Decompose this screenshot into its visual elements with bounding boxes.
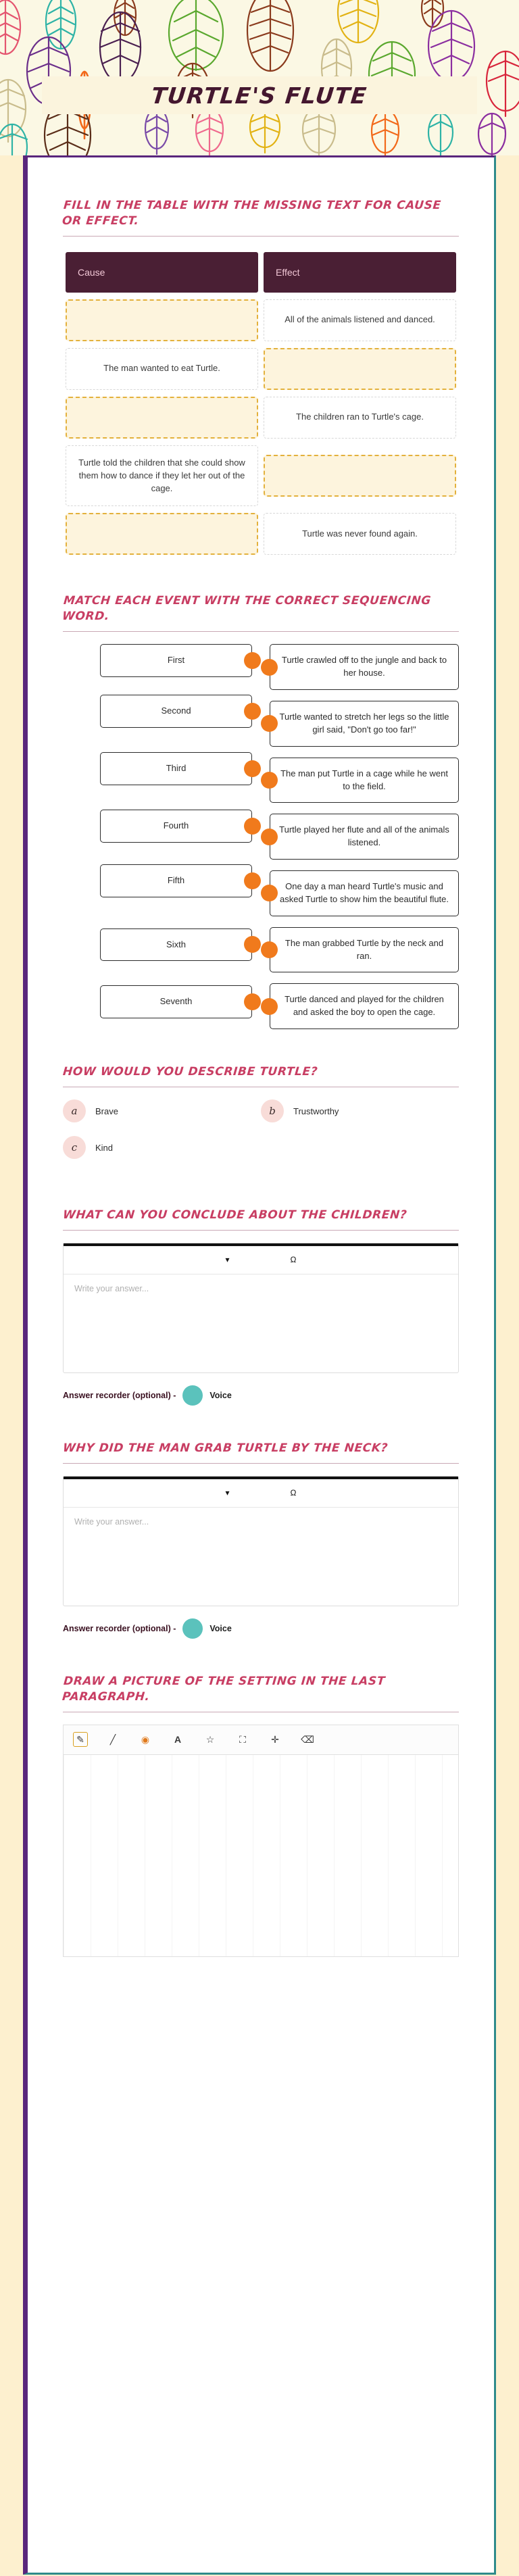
page-header: [0, 0, 519, 155]
match-item[interactable]: [261, 758, 459, 803]
question-heading: DRAW A PICTURE OF THE SETTING IN THE LAST PARAGRAPH.: [61, 1674, 386, 1704]
table-header-row: [63, 249, 459, 296]
event-text: Turtle danced and played for the children and asked the boy to open the cage.: [270, 983, 459, 1029]
table-row: [63, 393, 459, 442]
match-item[interactable]: [100, 695, 261, 728]
question-heading: WHY DID THE MAN GRAB TURTLE BY THE NECK?: [62, 1441, 389, 1455]
match-item[interactable]: [261, 644, 459, 690]
answer-editor: [63, 1243, 459, 1373]
choice-letter: a: [63, 1099, 86, 1122]
table-row: [63, 345, 459, 393]
cause-blank-input[interactable]: [66, 299, 258, 341]
sequence-word: Fifth: [100, 864, 252, 897]
sequence-word: Third: [100, 752, 252, 785]
drawing-canvas[interactable]: [63, 1754, 459, 1957]
matching-activity: [63, 644, 459, 1029]
section-conclude-children: [63, 1208, 459, 1406]
effect-blank-input[interactable]: [264, 455, 456, 497]
drawing-toolbar: [63, 1725, 459, 1754]
choice-letter: b: [261, 1099, 284, 1122]
text-icon[interactable]: A: [174, 1734, 182, 1745]
cause-effect-table: [63, 249, 459, 559]
match-item[interactable]: [261, 814, 459, 860]
effect-text: The children ran to Turtle's cage.: [264, 397, 456, 439]
voice-label: Voice: [209, 1390, 232, 1400]
answer-textarea[interactable]: Write your answer...: [74, 1516, 149, 1527]
microphone-icon[interactable]: [182, 1618, 203, 1639]
cause-blank-input[interactable]: [66, 513, 258, 555]
trash-icon[interactable]: ⌫: [301, 1733, 314, 1745]
match-item[interactable]: [100, 644, 261, 677]
event-text: Turtle played her flute and all of the animals listened.: [270, 814, 459, 860]
connector-dot[interactable]: [261, 998, 278, 1015]
sequence-word: Seventh: [100, 985, 252, 1018]
choice-label: Trustworthy: [293, 1106, 339, 1116]
event-text: The man put Turtle in a cage while he went to the field.: [270, 758, 459, 803]
connector-dot[interactable]: [244, 703, 261, 720]
section-sequencing: [63, 593, 459, 1029]
event-text: Turtle crawled off to the jungle and back to her house.: [270, 644, 459, 690]
match-item[interactable]: [261, 927, 459, 973]
event-text: Turtle wanted to stretch her legs so the little girl said, "Don't go too far!": [270, 701, 459, 747]
table-row: [63, 442, 459, 510]
answer-recorder: [63, 1618, 459, 1639]
connector-dot[interactable]: [261, 828, 278, 845]
move-icon[interactable]: ✛: [271, 1733, 279, 1745]
sequence-word: Fourth: [100, 810, 252, 843]
connector-dot[interactable]: [244, 936, 261, 953]
section-describe-turtle: [63, 1064, 459, 1172]
section-man-grab-turtle: [63, 1441, 459, 1639]
answer-textarea[interactable]: Write your answer...: [74, 1283, 149, 1293]
star-icon[interactable]: ☆: [205, 1733, 215, 1745]
sequence-word: Second: [100, 695, 252, 728]
connector-dot[interactable]: [261, 659, 278, 676]
match-item[interactable]: [100, 928, 261, 962]
match-item[interactable]: [261, 983, 459, 1029]
connector-dot[interactable]: [244, 872, 261, 889]
heading-divider: [63, 236, 459, 237]
choice-list: [63, 1099, 459, 1172]
omega-symbol-icon[interactable]: Ω: [290, 1255, 297, 1265]
image-icon[interactable]: ⛶: [239, 1733, 246, 1745]
effect-text: Turtle was never found again.: [264, 513, 456, 555]
event-text: The man grabbed Turtle by the neck and ran.: [270, 927, 459, 973]
microphone-icon[interactable]: [182, 1385, 203, 1406]
match-item[interactable]: [261, 870, 459, 916]
question-heading: HOW WOULD YOU DESCRIBE TURTLE?: [62, 1065, 318, 1079]
worksheet-sheet: [23, 155, 496, 2575]
heading-divider: [63, 631, 459, 632]
table-row: [63, 510, 459, 558]
match-item[interactable]: [100, 985, 261, 1018]
column-header-cause: Cause: [66, 252, 258, 293]
choice-option-a[interactable]: [63, 1099, 261, 1122]
connector-dot[interactable]: [244, 818, 261, 835]
omega-symbol-icon[interactable]: Ω: [290, 1488, 297, 1498]
heading-divider: [63, 1463, 459, 1464]
answer-editor: [63, 1476, 459, 1606]
pencil-icon[interactable]: ✎: [73, 1732, 88, 1747]
connector-dot[interactable]: [244, 993, 261, 1010]
match-item[interactable]: [100, 810, 261, 843]
section-draw-setting: [63, 1674, 459, 1957]
choice-label: Brave: [95, 1106, 118, 1116]
event-text: One day a man heard Turtle's music and asked Turtle to show him the beautiful flute.: [270, 870, 459, 916]
choice-option-b[interactable]: [261, 1099, 459, 1122]
effect-blank-input[interactable]: [264, 348, 456, 390]
recorder-label: Answer recorder (optional) -: [63, 1623, 176, 1633]
table-row: [63, 296, 459, 345]
color-icon[interactable]: ◉: [141, 1733, 150, 1745]
format-dropdown-icon[interactable]: ▾: [225, 1488, 230, 1498]
connector-dot[interactable]: [261, 941, 278, 958]
choice-label: Kind: [95, 1142, 114, 1153]
editor-toolbar: [64, 1477, 458, 1508]
question-heading: WHAT CAN YOU CONCLUDE ABOUT THE CHILDREN?: [62, 1208, 408, 1222]
answer-recorder: [63, 1385, 459, 1406]
question-heading: MATCH EACH EVENT WITH THE CORRECT SEQUENCING WORD.: [61, 594, 432, 624]
voice-label: Voice: [209, 1623, 232, 1633]
match-item[interactable]: [100, 752, 261, 785]
footer-spacer: [63, 1992, 459, 2019]
heading-divider: [63, 1230, 459, 1231]
events-column: [261, 644, 459, 1029]
connector-dot[interactable]: [261, 772, 278, 789]
pen-icon[interactable]: ╱: [109, 1733, 116, 1745]
page-title: TURTLE'S FLUTE: [150, 82, 369, 109]
column-header-effect: Effect: [264, 252, 456, 293]
question-heading: FILL IN THE TABLE WITH THE MISSING TEXT FOR CAUSE OR EFFECT.: [61, 199, 442, 228]
cause-text: The man wanted to eat Turtle.: [66, 348, 258, 390]
editor-toolbar: [64, 1243, 458, 1274]
recorder-label: Answer recorder (optional) -: [63, 1390, 176, 1400]
section-cause-effect: [63, 198, 459, 558]
match-item[interactable]: [261, 701, 459, 747]
sequence-word: Sixth: [100, 928, 252, 962]
format-dropdown-icon[interactable]: ▾: [225, 1255, 230, 1265]
cause-blank-input[interactable]: [66, 397, 258, 439]
choice-option-c[interactable]: [63, 1136, 261, 1159]
title-banner: [42, 76, 477, 114]
connector-dot[interactable]: [244, 652, 261, 669]
match-item[interactable]: [100, 864, 261, 897]
sequence-word: First: [100, 644, 252, 677]
connector-dot[interactable]: [244, 760, 261, 777]
cause-text: Turtle told the children that she could show them how to dance if they let her out of the cage.: [66, 445, 258, 507]
sequencing-words-column: [63, 644, 261, 1029]
effect-text: All of the animals listened and danced.: [264, 299, 456, 341]
choice-letter: c: [63, 1136, 86, 1159]
